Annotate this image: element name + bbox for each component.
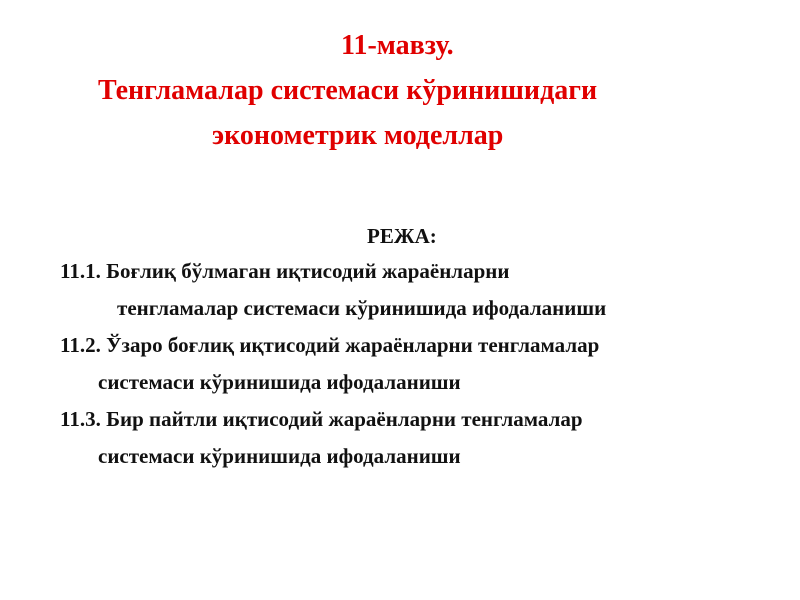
plan-heading: РЕЖА: [367, 224, 437, 248]
plan-item-3-line-2: системаси кўринишида ифодаланиши [98, 444, 461, 468]
plan-item-3-line-1: 11.3. Бир пайтли иқтисодий жараёнларни тенгламалар [60, 407, 583, 431]
title-line-2: Тенгламалар системаси кўринишидаги [98, 75, 598, 106]
plan-item-2-line-2: системаси кўринишида ифодаланиши [98, 370, 461, 394]
topic-number: 11-мавзу. [341, 30, 454, 61]
title-line-3: эконометрик моделлар [212, 120, 504, 151]
plan-item-1-line-1: 11.1. Боғлиқ бўлмаган иқтисодий жараёнларни [60, 259, 510, 283]
plan-item-1-line-2: тенгламалар системаси кўринишида ифодаланиши [117, 296, 607, 320]
plan-item-2-line-1: 11.2. Ўзаро боғлиқ иқтисодий жараёнларни тенгламалар [60, 333, 600, 357]
